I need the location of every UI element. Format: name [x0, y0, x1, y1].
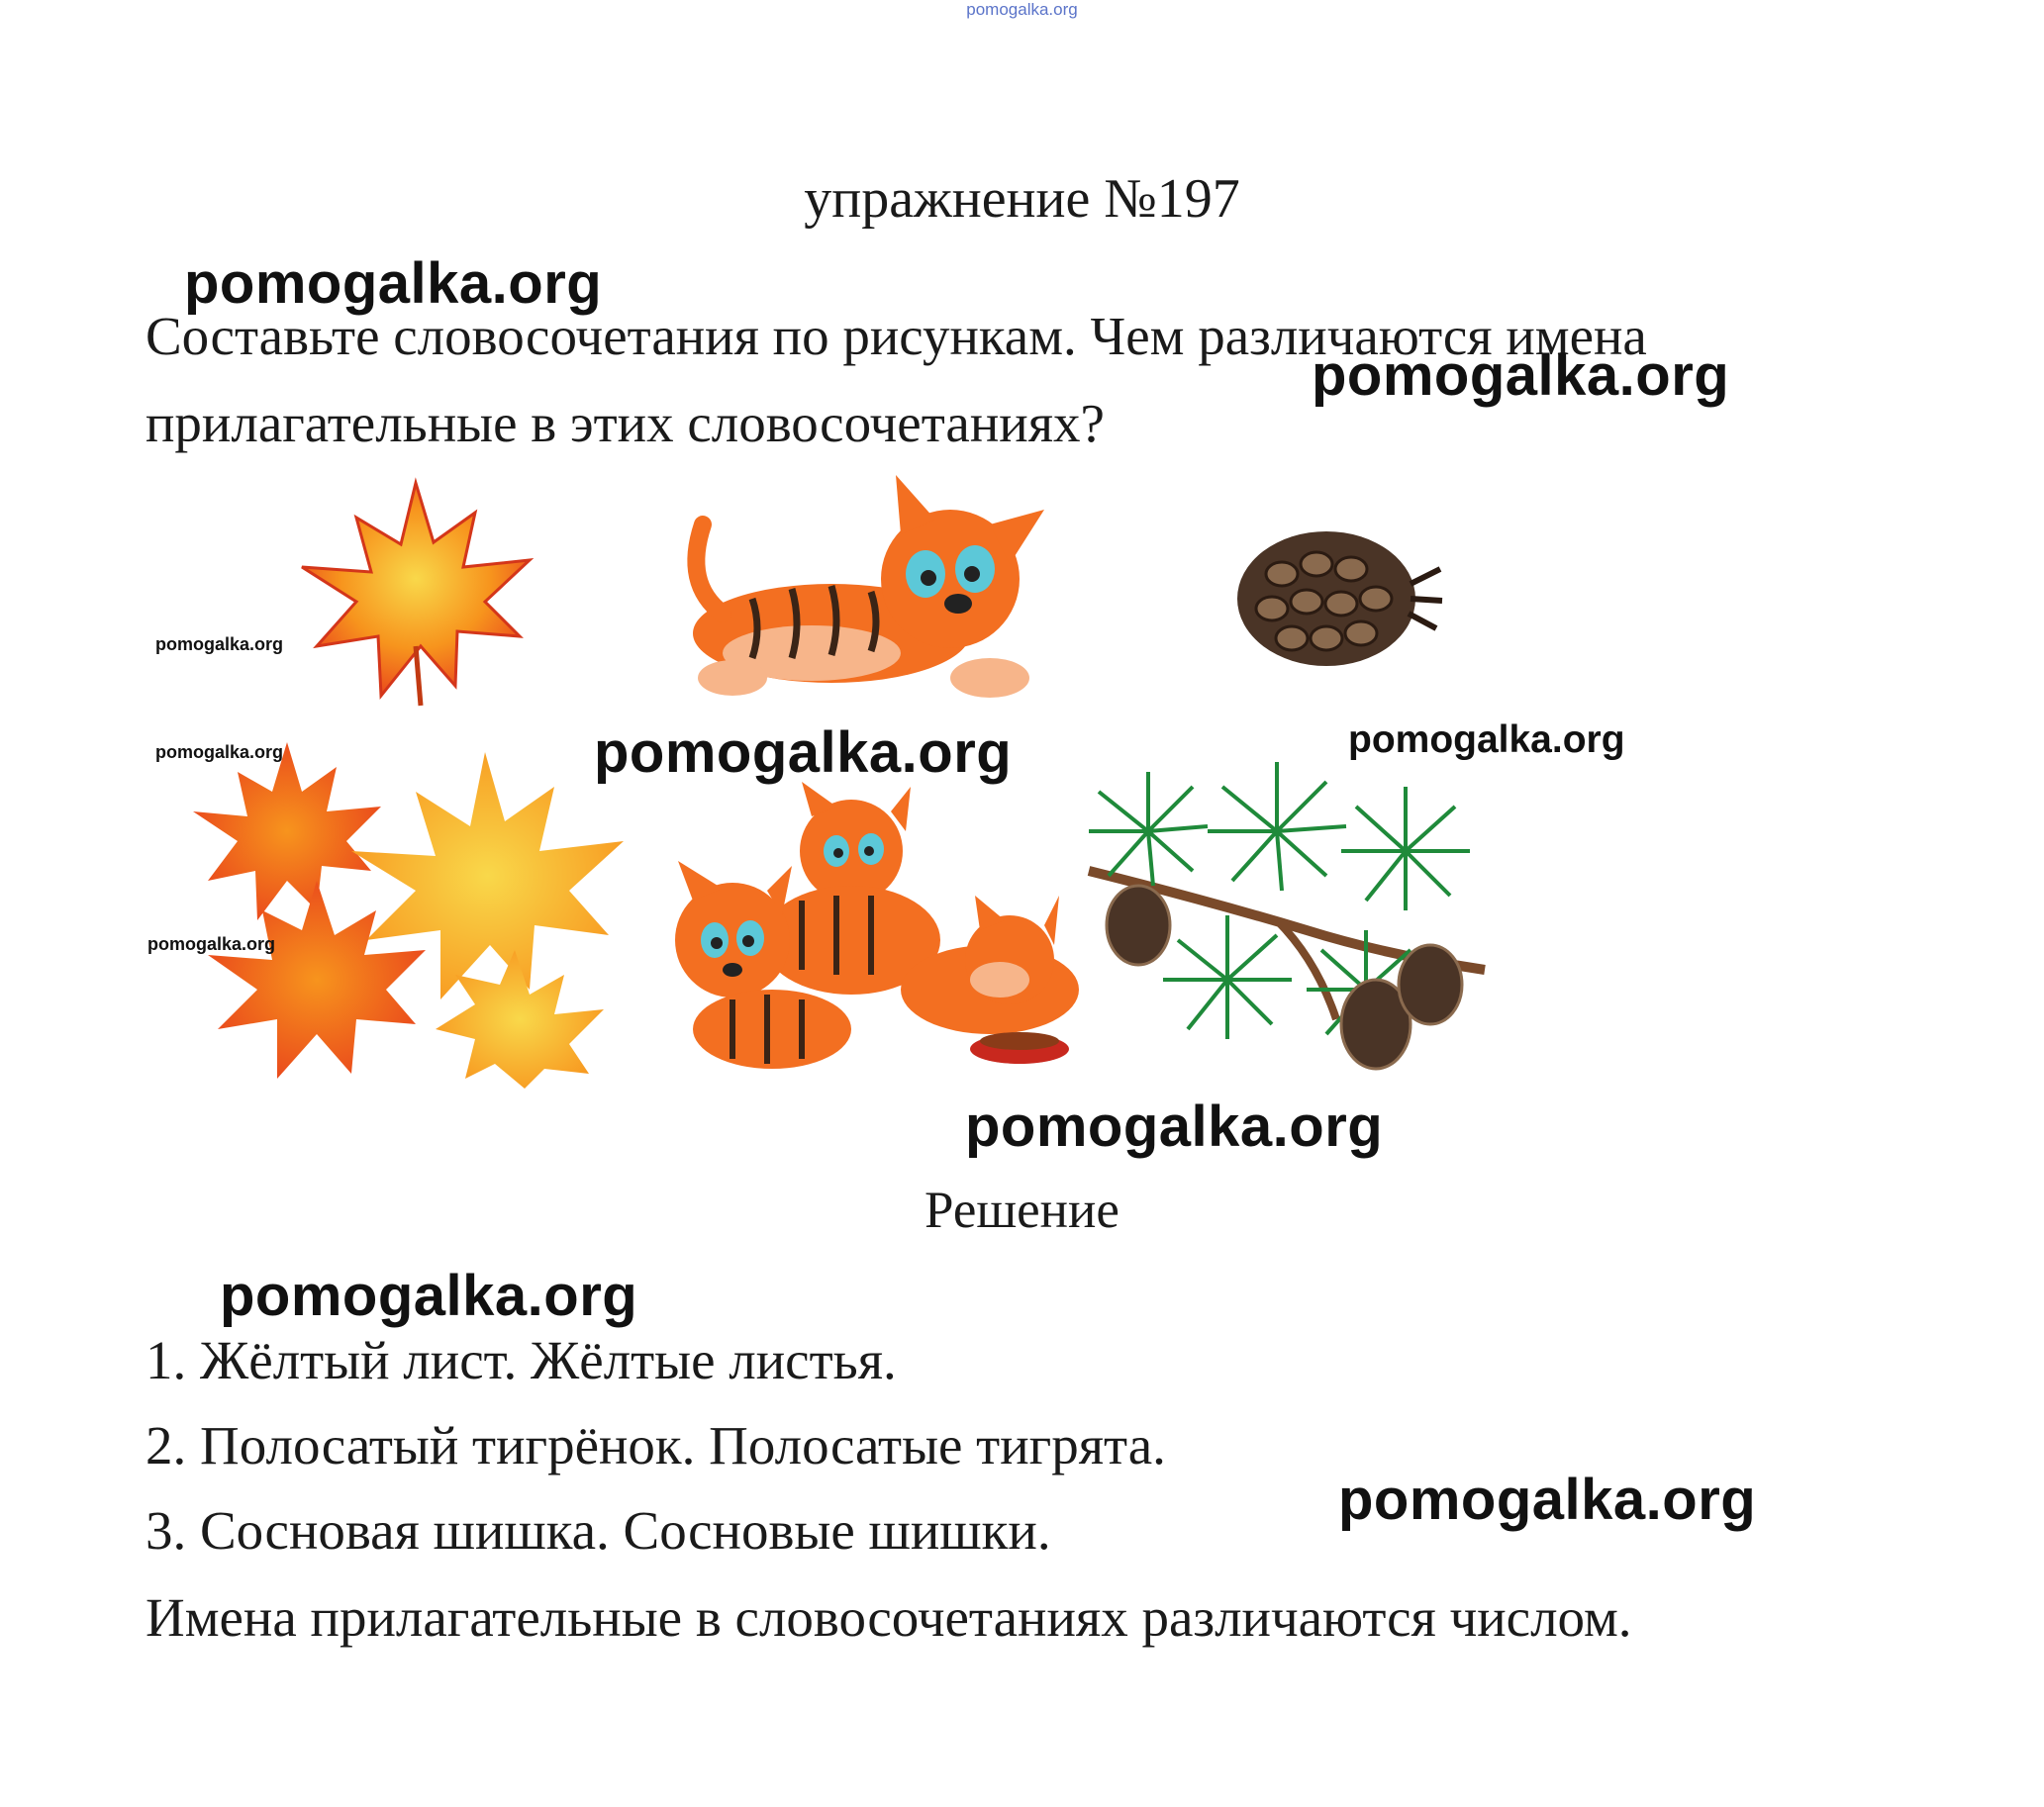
watermark: pomogalka.org [1312, 343, 1730, 408]
watermark: pomogalka.org [1338, 1468, 1757, 1532]
watermark: pomogalka.org [220, 1264, 638, 1328]
tiger-cubs-icon [653, 782, 1128, 1089]
header-watermark: pomogalka.org [966, 0, 1078, 19]
task-line-1: Составьте словосочетания по рисункам. Чем различаются имена [146, 306, 1647, 366]
watermark: pomogalka.org [594, 720, 1013, 785]
exercise-title: упражнение №197 [804, 168, 1240, 230]
task-line-2: прилагательные в этих словосочетаниях? [146, 393, 1105, 453]
watermark: pomogalka.org [184, 251, 603, 316]
tiger-cub-icon [663, 465, 1059, 713]
maple-leaf-icon [287, 473, 544, 711]
watermark: pomogalka.org [1348, 718, 1625, 761]
conclusion: Имена прилагательные в словосочетаниях различаются числом. [146, 1587, 1632, 1648]
watermark: pomogalka.org [155, 742, 284, 762]
solution-title: Решение [925, 1182, 1119, 1239]
pine-cone-icon [1222, 505, 1450, 683]
pine-branch-icon [1079, 742, 1514, 1098]
watermark: pomogalka.org [155, 634, 284, 654]
watermark: pomogalka.org [965, 1094, 1384, 1159]
answer-2: 2. Полосатый тигрёнок. Полосатые тигрята. [146, 1415, 1166, 1475]
maple-leaves-icon [188, 732, 643, 1089]
watermark: pomogalka.org [147, 934, 276, 954]
answer-1: 1. Жёлтый лист. Жёлтые листья. [146, 1330, 897, 1390]
answer-3: 3. Сосновая шишка. Сосновые шишки. [146, 1500, 1051, 1561]
